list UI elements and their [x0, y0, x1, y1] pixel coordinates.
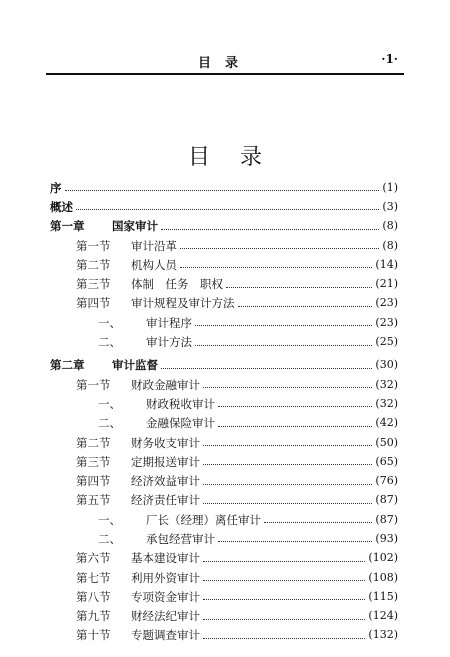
toc-entry-number: 第一章: [50, 219, 85, 234]
header-rule: [46, 73, 404, 75]
toc-entry[interactable]: [50, 549, 398, 568]
header-title: 目录: [198, 56, 253, 71]
dot-leader: [203, 484, 372, 485]
toc-entry-label: [76, 492, 200, 508]
page-title: 目录: [187, 145, 292, 170]
dot-leader: [218, 406, 372, 407]
dot-leader: [203, 619, 365, 620]
toc-entry-page: (32): [375, 396, 398, 410]
toc-entry[interactable]: [50, 433, 398, 452]
toc-entry[interactable]: [50, 491, 398, 510]
toc-entry[interactable]: [50, 452, 398, 471]
toc-entry-page: (21): [375, 277, 398, 291]
toc-entry-number: 二、: [98, 335, 121, 350]
dot-leader: [203, 445, 372, 446]
toc-entry-number: 第八节: [76, 589, 111, 604]
toc-entry-page: (102): [368, 551, 398, 565]
toc-entry-page: (124): [368, 609, 398, 623]
toc-entry-title: 审计沿革: [131, 238, 177, 253]
toc-entry-page: (132): [368, 628, 398, 642]
toc-entry[interactable]: [50, 178, 398, 197]
toc-entry-label: [98, 315, 192, 331]
toc-entry-label: [98, 531, 215, 547]
toc-entry-number: 第十节: [76, 628, 111, 643]
toc-entry-label: [76, 377, 200, 393]
dot-leader: [161, 368, 372, 369]
toc-entry-page: (30): [375, 358, 398, 372]
toc-entry-page: (8): [382, 219, 398, 233]
dot-leader: [161, 229, 379, 230]
toc-entry-number: 第六节: [76, 551, 111, 566]
toc-entry-title: 定期报送审计: [131, 454, 200, 469]
toc-entry-label: [76, 550, 200, 566]
toc-entry-page: (3): [382, 199, 398, 213]
toc-entry[interactable]: [50, 197, 398, 216]
toc-entry-title: 厂长（经理）离任审计: [146, 512, 261, 527]
toc-entry-title: 承包经营审计: [146, 531, 215, 546]
toc-entry[interactable]: [50, 414, 398, 433]
toc-entry[interactable]: [50, 510, 398, 529]
toc-entry-page: (8): [382, 238, 398, 252]
toc-entry-label: [98, 415, 215, 431]
toc-entry-page: (42): [375, 416, 398, 430]
toc-entry-number: 第七节: [76, 570, 111, 585]
dot-leader: [195, 345, 372, 346]
toc-entry-title: 专项资金审计: [131, 589, 200, 604]
toc-entry-label: [76, 295, 235, 311]
toc-entry[interactable]: [50, 236, 398, 255]
toc-entry[interactable]: [50, 375, 398, 394]
toc-entry-title: 体制 任务 职权: [131, 277, 223, 292]
toc-entry[interactable]: [50, 568, 398, 587]
toc-entry-page: (76): [375, 474, 398, 488]
toc-entry-label: [76, 589, 200, 605]
toc-entry-number: 第一节: [76, 238, 111, 253]
toc-entry-label: [76, 570, 200, 586]
dot-leader: [238, 306, 373, 307]
toc-entry-number: 一、: [98, 512, 121, 527]
dot-leader: [264, 522, 372, 523]
toc-entry-page: (32): [375, 377, 398, 391]
toc-entry-title: 财政税收审计: [146, 396, 215, 411]
toc-entry[interactable]: [50, 217, 398, 236]
dot-leader: [203, 503, 372, 504]
toc-entry[interactable]: [50, 274, 398, 293]
toc-entry[interactable]: [50, 313, 398, 332]
toc-entry-page: (50): [375, 435, 398, 449]
toc-entry-label: [76, 238, 177, 254]
toc-entry-page: (1): [382, 180, 398, 194]
toc-entry[interactable]: [50, 587, 398, 606]
dot-leader: [65, 190, 380, 191]
toc-entry-title: 财务收支审计: [131, 435, 200, 450]
running-header: [46, 52, 404, 72]
toc-entry-title: 经济效益审计: [131, 474, 200, 489]
toc-entry-label: [76, 454, 200, 470]
toc-entry-title: 国家审计: [112, 219, 158, 234]
dot-leader: [218, 541, 372, 542]
dot-leader: [218, 426, 372, 427]
toc-entry[interactable]: [50, 332, 398, 351]
dot-leader: [180, 267, 372, 268]
toc-entry-title: 经济责任审计: [131, 493, 200, 508]
toc-entry-number: 第九节: [76, 609, 111, 624]
toc-entry-label: [50, 180, 62, 196]
toc-entry-page: (108): [368, 570, 398, 584]
toc-entry-label: [76, 627, 200, 643]
toc-entry[interactable]: [50, 607, 398, 626]
toc-entry-page: (23): [375, 315, 398, 329]
toc-entry-number: 第四节: [76, 474, 111, 489]
toc-entry-title: 审计程序: [146, 315, 192, 330]
dot-leader: [203, 599, 365, 600]
toc-entry[interactable]: [50, 471, 398, 490]
toc-entry-label: [50, 357, 158, 373]
toc-entry-number: 第一节: [76, 377, 111, 392]
toc-entry-label: [76, 257, 177, 273]
toc-entry-page: (115): [368, 589, 398, 603]
toc-entry-title: 财经法纪审计: [131, 609, 200, 624]
toc-entry-number: 二、: [98, 531, 121, 546]
toc-entry-title: 基本建设审计: [131, 551, 200, 566]
toc-entry-label: [98, 334, 192, 350]
toc-entry-number: 第二章: [50, 358, 85, 373]
toc-entry-number: 第二节: [76, 435, 111, 450]
dot-leader: [180, 248, 379, 249]
toc-entry-label: [76, 276, 223, 292]
dot-leader: [203, 464, 372, 465]
toc-entry-page: (23): [375, 296, 398, 310]
toc-entry-title: 审计监督: [112, 358, 158, 373]
dot-leader: [203, 387, 372, 388]
toc-entry-page: (87): [375, 512, 398, 526]
toc-entry-label: [76, 473, 200, 489]
toc-entry-title: 利用外资审计: [131, 570, 200, 585]
toc-entry-title: 机构人员: [131, 257, 177, 272]
toc-entry-number: 一、: [98, 315, 121, 330]
toc-entry[interactable]: [50, 626, 398, 645]
toc-entry[interactable]: [50, 255, 398, 274]
toc-entry-number: 第五节: [76, 493, 111, 508]
toc-entry-label: [98, 396, 215, 412]
toc-entry-page: (65): [375, 454, 398, 468]
toc-entry-number: 二、: [98, 416, 121, 431]
dot-leader: [226, 287, 372, 288]
dot-leader: [203, 580, 365, 581]
dot-leader: [195, 325, 372, 326]
toc-entry-title: 概述: [50, 199, 73, 214]
toc-entry[interactable]: [50, 529, 398, 548]
toc-entry-number: 第三节: [76, 277, 111, 292]
toc-entry[interactable]: [50, 294, 398, 313]
toc-entry-label: [98, 512, 261, 528]
toc-entry-title: 专题调查审计: [131, 628, 200, 643]
toc-entry-title: 审计规程及审计方法: [131, 296, 235, 311]
toc-entry-title: 序: [50, 180, 62, 195]
dot-leader: [203, 638, 365, 639]
toc-entry-title: 财政金融审计: [131, 377, 200, 392]
toc-entry-label: [50, 218, 158, 234]
toc-entry-label: [76, 608, 200, 624]
toc-entry-page: (14): [375, 257, 398, 271]
toc-entry-page: (93): [375, 531, 398, 545]
toc-entry[interactable]: [50, 356, 398, 375]
toc-entry-number: 第四节: [76, 296, 111, 311]
dot-leader: [76, 209, 379, 210]
toc-entry[interactable]: [50, 394, 398, 413]
toc-entry-label: [50, 199, 73, 215]
toc-entry-number: 第三节: [76, 454, 111, 469]
toc-entry-page: (87): [375, 493, 398, 507]
toc-entry-number: 第二节: [76, 257, 111, 272]
table-of-contents: [50, 178, 398, 645]
toc-entry-label: [76, 435, 200, 451]
dot-leader: [203, 561, 365, 562]
header-page-number: ·1·: [381, 52, 398, 66]
toc-entry-title: 审计方法: [146, 335, 192, 350]
toc-entry-page: (25): [375, 335, 398, 349]
toc-entry-number: 一、: [98, 396, 121, 411]
toc-entry-title: 金融保险审计: [146, 416, 215, 431]
